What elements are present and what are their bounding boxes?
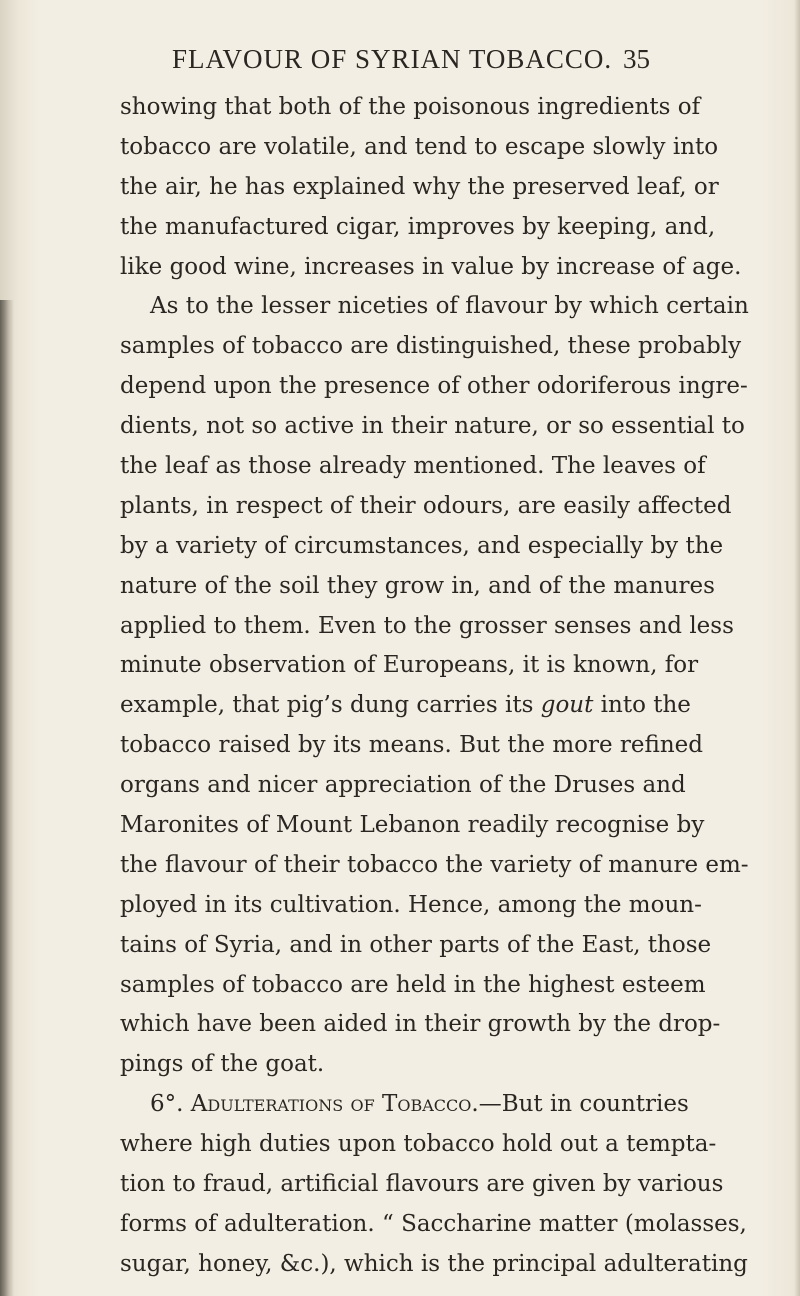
text-line: forms of adulteration. “ Saccharine matter (molasses, (120, 1210, 747, 1237)
text-line: samples of tobacco are held in the highest esteem (120, 971, 706, 998)
page-number: 35 (623, 44, 650, 74)
text-line-with-italic (120, 686, 691, 726)
section-heading-line (120, 1085, 689, 1125)
text-line: plants, in respect of their odours, are easily affected (120, 492, 732, 519)
text-line: the flavour of their tobacco the variety of manure em- (120, 851, 749, 878)
binding-shadow (0, 300, 14, 1296)
text-line: Maronites of Mount Lebanon readily recognise by (120, 812, 705, 839)
text-line: nature of the soil they grow in, and of the manures (120, 572, 715, 599)
text-line: like good wine, increases in value by increase of age. (120, 253, 742, 280)
section-number: 6°. (150, 1091, 184, 1118)
text-line: by a variety of circumstances, and especially by the (120, 532, 724, 559)
text-segment: into the (593, 692, 691, 719)
text-line: ployed in its cultivation. Hence, among the moun- (120, 891, 702, 918)
text-line: pings of the goat. (120, 1051, 325, 1078)
text-line: depend upon the presence of other odoriferous ingre- (120, 373, 748, 400)
text-line: the manufactured cigar, improves by keeping, and, (120, 213, 716, 240)
paragraph-start-line: As to the lesser niceties of flavour by which certain (150, 293, 749, 320)
page-edge-shadow (794, 0, 800, 1296)
text-line: tobacco raised by its means. But the more refined (120, 732, 703, 759)
text-line: where high duties upon tobacco hold out a tempta- (120, 1131, 717, 1158)
text-line: minute observation of Europeans, it is known, for (120, 652, 699, 679)
text-line: which have been aided in their growth by the drop- (120, 1011, 721, 1038)
text-line: applied to them. Even to the grosser senses and less (120, 612, 734, 639)
italic-word: gout (540, 692, 594, 719)
page-header (0, 44, 800, 84)
body-text (120, 88, 749, 1285)
text-line: the leaf as those already mentioned. The leaves of (120, 453, 706, 480)
text-segment: example, that pig’s dung carries its (120, 692, 541, 719)
text-line: showing that both of the poisonous ingredients of (120, 94, 701, 120)
text-line: dients, not so active in their nature, or so essential to (120, 413, 745, 440)
text-line: tains of Syria, and in other parts of the East, those (120, 931, 712, 958)
text-line: the air, he has explained why the preserved leaf, or (120, 173, 719, 200)
text-line: tion to fraud, artificial flavours are given by various (120, 1171, 724, 1198)
section-heading: Adulterations of Tobacco. (190, 1091, 479, 1118)
text-line: sugar, honey, &c.), which is the principal adulterating (120, 1250, 748, 1277)
running-title: FLAVOUR OF SYRIAN TOBACCO. (172, 44, 613, 74)
text-line: tobacco are volatile, and tend to escape slowly into (120, 133, 719, 160)
text-segment: —But in countries (478, 1091, 689, 1118)
text-line: samples of tobacco are distinguished, these probably (120, 333, 742, 360)
text-line: organs and nicer appreciation of the Druses and (120, 772, 686, 799)
